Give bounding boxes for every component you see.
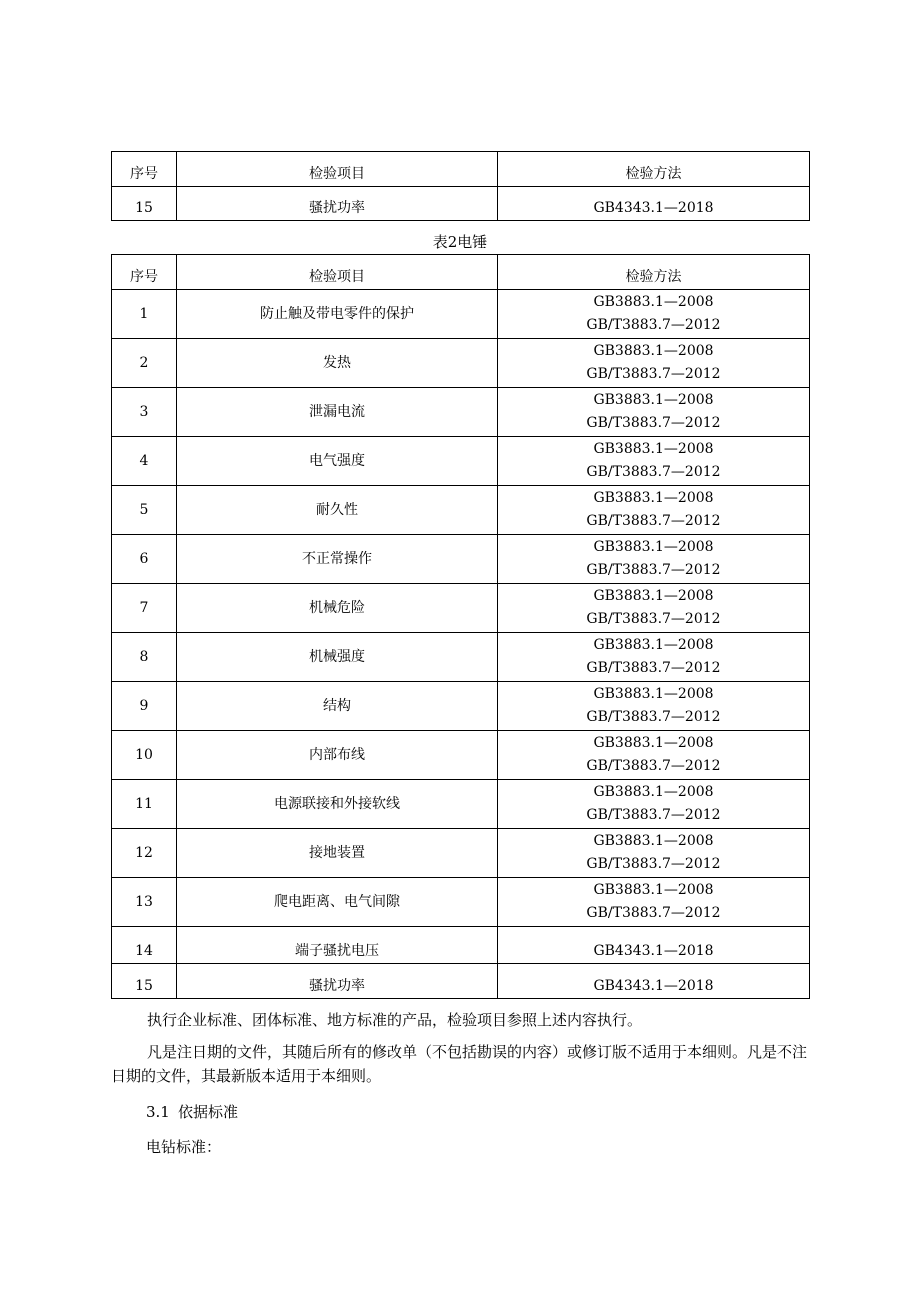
method-standard: GB3883.1—2008 <box>593 784 714 800</box>
row-no: 2 <box>112 339 177 388</box>
table-row <box>112 437 810 486</box>
row-item: 结构 <box>177 682 498 731</box>
row-no: 8 <box>112 633 177 682</box>
row-no: 15 <box>112 187 177 221</box>
continued-table <box>111 151 810 221</box>
method-standard: GB/T3883.7—2012 <box>586 660 721 676</box>
row-method <box>498 927 810 964</box>
table-row <box>112 584 810 633</box>
row-method <box>498 388 810 437</box>
table-row <box>112 388 810 437</box>
row-method <box>498 731 810 780</box>
method-standard: GB3883.1—2008 <box>593 441 714 457</box>
row-item: 电气强度 <box>177 437 498 486</box>
row-no: 1 <box>112 290 177 339</box>
row-no: 10 <box>112 731 177 780</box>
row-no: 4 <box>112 437 177 486</box>
table-header-row <box>112 152 810 187</box>
row-item: 端子骚扰电压 <box>177 927 498 964</box>
method-standard: GB3883.1—2008 <box>593 343 714 359</box>
method-standard: GB4343.1—2018 <box>593 978 714 994</box>
table-row <box>112 290 810 339</box>
method-standard: GB/T3883.7—2012 <box>586 513 721 529</box>
row-item: 发热 <box>177 339 498 388</box>
method-standard: GB3883.1—2008 <box>593 539 714 555</box>
row-method <box>498 633 810 682</box>
row-no: 5 <box>112 486 177 535</box>
method-standard: GB3883.1—2008 <box>593 490 714 506</box>
row-no: 14 <box>112 927 177 964</box>
method-standard: GB4343.1—2018 <box>593 943 714 959</box>
method-standard: GB3883.1—2008 <box>593 588 714 604</box>
table-row <box>112 780 810 829</box>
method-standard: GB3883.1—2008 <box>593 392 714 408</box>
row-item: 防止触及带电零件的保护 <box>177 290 498 339</box>
row-item: 机械强度 <box>177 633 498 682</box>
row-method <box>498 964 810 999</box>
row-item: 内部布线 <box>177 731 498 780</box>
row-no: 9 <box>112 682 177 731</box>
method-standard: GB3883.1—2008 <box>593 637 714 653</box>
header-method: 检验方法 <box>498 152 810 187</box>
table-row <box>112 927 810 964</box>
row-item: 爬电距离、电气间隙 <box>177 878 498 927</box>
row-item: 骚扰功率 <box>177 187 498 221</box>
row-item: 泄漏电流 <box>177 388 498 437</box>
row-no: 12 <box>112 829 177 878</box>
row-item: 耐久性 <box>177 486 498 535</box>
table-row <box>112 964 810 999</box>
row-no: 15 <box>112 964 177 999</box>
row-method <box>498 878 810 927</box>
header-item: 检验项目 <box>177 152 498 187</box>
row-method <box>498 437 810 486</box>
row-method <box>498 486 810 535</box>
paragraph-dated-references: 凡是注日期的文件，其随后所有的修改单（不包括勘误的内容）或修订版不适用于本细则。凡是不注日期的文件，其最新版本适用于本细则。 <box>111 1043 808 1085</box>
row-item: 接地装置 <box>177 829 498 878</box>
method-standard: GB/T3883.7—2012 <box>586 758 721 774</box>
section-heading <box>146 1100 846 1124</box>
method-standard: GB/T3883.7—2012 <box>586 905 721 921</box>
table-header-row <box>112 255 810 290</box>
table-row <box>112 731 810 780</box>
table-row <box>112 878 810 927</box>
row-item: 机械危险 <box>177 584 498 633</box>
method-standard: GB/T3883.7—2012 <box>586 856 721 872</box>
method-standard: GB/T3883.7—2012 <box>586 807 721 823</box>
method-standard: GB3883.1—2008 <box>593 833 714 849</box>
table-row <box>112 682 810 731</box>
header-no: 序号 <box>112 152 177 187</box>
row-method <box>498 339 810 388</box>
table-caption: 表2电锤 <box>432 233 488 251</box>
electric-hammer-table <box>111 254 810 999</box>
table-row <box>112 829 810 878</box>
row-item: 不正常操作 <box>177 535 498 584</box>
method-standard: GB3883.1—2008 <box>593 294 714 310</box>
method-standard: GB/T3883.7—2012 <box>586 415 721 431</box>
method-standard: GB/T3883.7—2012 <box>586 464 721 480</box>
method-standard: GB/T3883.7—2012 <box>586 366 721 382</box>
table-row <box>112 486 810 535</box>
row-item: 骚扰功率 <box>177 964 498 999</box>
table-row <box>112 633 810 682</box>
row-method <box>498 682 810 731</box>
row-no: 6 <box>112 535 177 584</box>
row-method <box>498 780 810 829</box>
row-method <box>498 535 810 584</box>
row-no: 3 <box>112 388 177 437</box>
method-standard: GB3883.1—2008 <box>593 686 714 702</box>
paragraph-scope: 执行企业标准、团体标准、地方标准的产品，检验项目参照上述内容执行。 <box>147 1011 643 1029</box>
method-standard: GB3883.1—2008 <box>593 882 714 898</box>
row-method <box>498 584 810 633</box>
row-no: 13 <box>112 878 177 927</box>
header-method: 检验方法 <box>498 255 810 290</box>
section-title: 依据标准 <box>178 1103 239 1121</box>
method-standard: GB/T3883.7—2012 <box>586 709 721 725</box>
method-standard: GB/T3883.7—2012 <box>586 611 721 627</box>
row-no: 7 <box>112 584 177 633</box>
paragraph-drill-standards: 电钻标准： <box>146 1138 222 1156</box>
row-method <box>498 829 810 878</box>
row-item: 电源联接和外接软线 <box>177 780 498 829</box>
method-standard: GB/T3883.7—2012 <box>586 562 721 578</box>
table-row <box>112 339 810 388</box>
table-row <box>112 535 810 584</box>
row-method: GB4343.1—2018 <box>498 187 810 221</box>
header-item: 检验项目 <box>177 255 498 290</box>
row-method <box>498 290 810 339</box>
header-no: 序号 <box>112 255 177 290</box>
row-no: 11 <box>112 780 177 829</box>
method-standard: GB/T3883.7—2012 <box>586 317 721 333</box>
method-standard: GB3883.1—2008 <box>593 735 714 751</box>
section-number: 3.1 <box>146 1103 170 1121</box>
table-row <box>112 187 810 221</box>
